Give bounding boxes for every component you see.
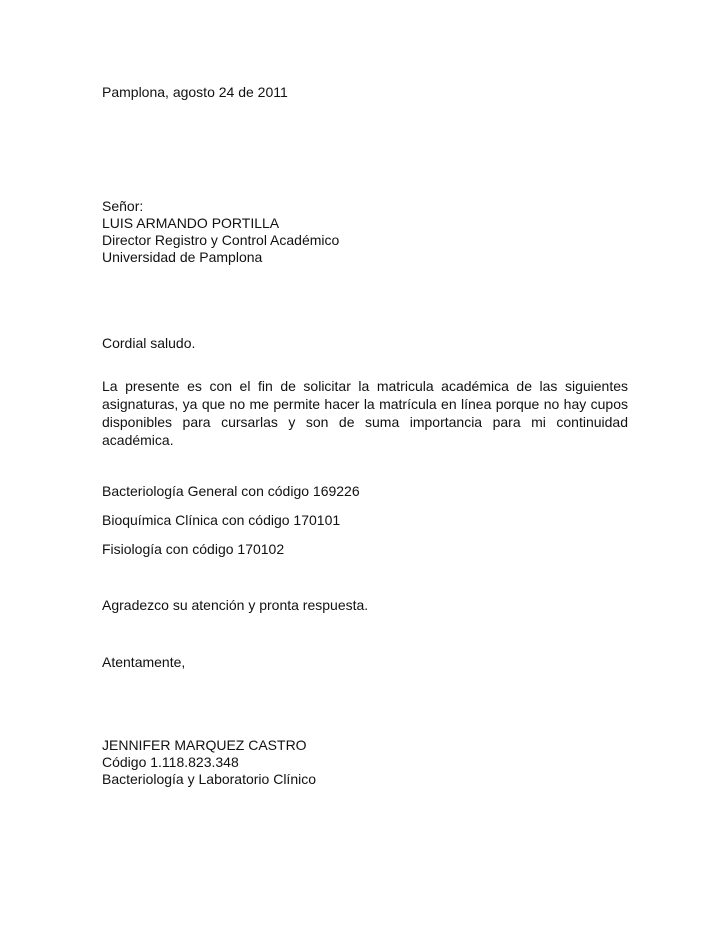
closing-text: Atentamente, [102, 654, 186, 670]
thanks-text: Agradezco su atención y pronta respuesta. [102, 597, 369, 613]
letter-date [102, 84, 628, 101]
greeting [102, 335, 628, 352]
subject-item: Bacteriología General con código 169226 [102, 483, 360, 499]
subject-item: Bioquímica Clínica con código 170101 [102, 512, 341, 528]
subjects-list [102, 483, 628, 570]
recipient-block [102, 198, 628, 266]
signer-name: JENNIFER MARQUEZ CASTRO [102, 737, 307, 753]
greeting-text: Cordial saludo. [102, 335, 196, 351]
recipient-position: Director Registro y Control Académico [102, 232, 340, 248]
recipient-salutation: Señor: [102, 198, 144, 214]
recipient-institution: Universidad de Pamplona [102, 249, 263, 265]
signature-block [102, 737, 628, 788]
signer-program: Bacteriología y Laboratorio Clínico [102, 771, 317, 787]
letter-body: La presente es con el fin de solicitar la matricula académica de las siguientes asignaturas, ya que no me permite hacer la matrícula en línea porque no hay cupos disponibles para cursarlas y son de suma importancia para mi continuidad académica. [102, 378, 628, 448]
date-text: Pamplona, agosto 24 de 2011 [102, 84, 288, 100]
subject-item: Fisiología con código 170102 [102, 541, 285, 557]
signer-code: Código 1.118.823.348 [102, 754, 239, 770]
closing-line [102, 654, 628, 671]
thanks-line [102, 597, 628, 614]
recipient-name: LUIS ARMANDO PORTILLA [102, 215, 280, 231]
